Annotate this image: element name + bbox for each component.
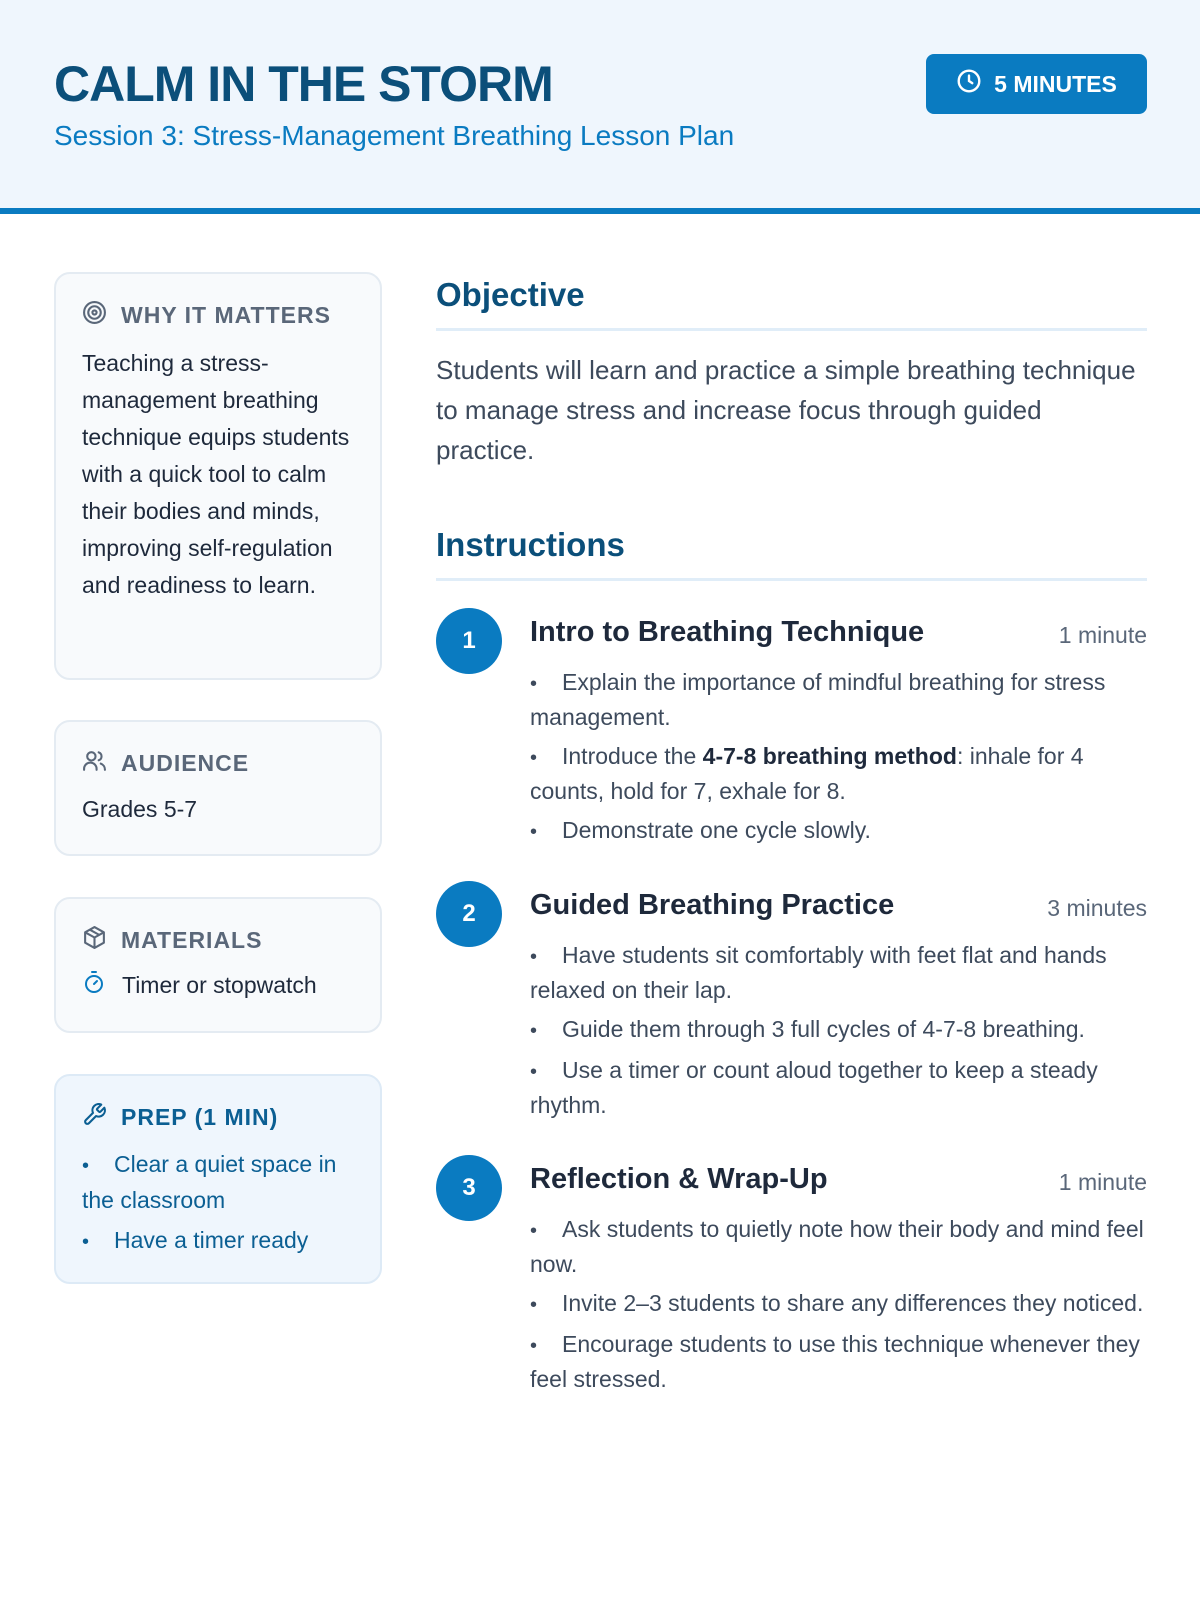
list-item: • Demonstrate one cycle slowly.: [530, 817, 871, 843]
step-number-badge: 1: [436, 608, 502, 674]
stopwatch-icon: [82, 970, 106, 1000]
step-title: Guided Breathing Practice: [530, 889, 895, 921]
list-item: • Guide them through 3 full cycles of 4-7-8 breathing.: [530, 1016, 1085, 1042]
audience-text: Grades 5-7: [82, 796, 198, 822]
step-bullets: [530, 939, 1147, 1128]
materials-card: [54, 897, 382, 1033]
wrench-icon: [82, 1102, 107, 1133]
duration-badge-label: 5 MINUTES: [994, 70, 1117, 97]
materials-heading: MATERIALS: [82, 925, 354, 956]
list-item: • Invite 2–3 students to share any differences they noticed.: [530, 1290, 1144, 1316]
users-icon: [82, 748, 107, 779]
audience-heading: AUDIENCE: [82, 748, 354, 779]
step-duration: 1 minute: [1058, 622, 1147, 648]
prep-list: [82, 1147, 354, 1259]
objective-heading: Objective: [436, 276, 1147, 331]
step-title: Reflection & Wrap-Up: [530, 1163, 828, 1195]
duration-badge: [926, 54, 1147, 114]
list-item: • Ask students to quietly note how their body and mind feel now.: [530, 1216, 1144, 1277]
page-title: CALM IN THE STORM: [54, 56, 553, 112]
list-item: • Have a timer ready: [82, 1227, 309, 1253]
step-duration: 1 minute: [1058, 1169, 1147, 1195]
list-item: • Clear a quiet space in the classroom: [82, 1151, 337, 1213]
step-title: Intro to Breathing Technique: [530, 616, 925, 648]
page-subtitle: Session 3: Stress-Management Breathing Lesson Plan: [54, 120, 735, 151]
why-it-matters-heading: WHY IT MATTERS: [82, 300, 354, 331]
list-item: • Encourage students to use this technique whenever they feel stressed.: [530, 1331, 1140, 1392]
step-bullets: [530, 666, 1147, 855]
materials-item: Timer or stopwatch: [82, 970, 354, 1000]
box-icon: [82, 925, 107, 956]
list-item: • Introduce the 4-7-8 breathing method: inhale for 4 counts, hold for 7, exhale for 8.: [530, 743, 1084, 804]
why-it-matters-card: [54, 272, 382, 680]
instructions-heading: Instructions: [436, 526, 1147, 581]
clock-icon: [956, 68, 982, 100]
step-duration: 3 minutes: [1047, 895, 1147, 921]
target-icon: [82, 300, 107, 331]
step-bullets: [530, 1213, 1147, 1402]
objective-text: Students will learn and practice a simple breathing technique to manage stress and increase focus through guided practice.: [436, 355, 1136, 465]
list-item: • Have students sit comfortably with feet flat and hands relaxed on their lap.: [530, 942, 1107, 1003]
prep-card: [54, 1074, 382, 1284]
breathing-method-emphasis: 4-7-8 breathing method: [702, 743, 957, 769]
why-it-matters-text: Teaching a stress-management breathing technique equips students with a quick tool to calm their bodies and minds, improving self-regulation and readiness to learn.: [82, 350, 350, 598]
step-number-badge: 3: [436, 1155, 502, 1221]
step-number-badge: 2: [436, 881, 502, 947]
list-item: • Explain the importance of mindful breathing for stress management.: [530, 669, 1106, 730]
page-header: [0, 0, 1200, 214]
prep-heading: PREP (1 MIN): [82, 1102, 354, 1133]
list-item: • Use a timer or count aloud together to keep a steady rhythm.: [530, 1057, 1098, 1118]
audience-card: [54, 720, 382, 856]
